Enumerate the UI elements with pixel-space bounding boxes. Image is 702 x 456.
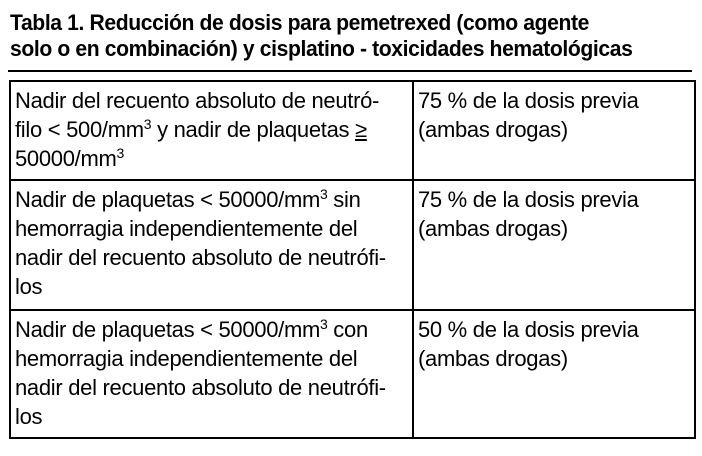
dose-line: (ambas drogas) — [418, 346, 568, 371]
condition-line: nadir del recuento absoluto de neutrófi- — [15, 375, 386, 400]
superscript: 3 — [143, 116, 152, 132]
dose-line: 50 % de la dosis previa — [418, 317, 639, 342]
condition-text: con — [327, 317, 368, 342]
table-title-line-1: Tabla 1. Reducción de dosis para pemetrexed (como agente — [10, 10, 590, 35]
condition-line — [15, 144, 408, 173]
greater-equal-sign: ≥ — [355, 117, 367, 142]
condition-line — [15, 115, 408, 144]
condition-line: hemorragia independientemente del — [15, 346, 358, 371]
condition-line — [15, 315, 408, 344]
table-title — [10, 10, 667, 62]
condition-line — [15, 185, 408, 214]
superscript: 3 — [320, 186, 328, 202]
superscript: 3 — [116, 145, 125, 161]
condition-line: nadir del recuento absoluto de neutrófi- — [15, 245, 386, 270]
dose-cell — [413, 180, 695, 310]
table-title-line-2: solo o en combinación) y cisplatino - toxicidades hematológicas — [10, 36, 633, 61]
condition-text: Nadir de plaquetas < 50000/mm — [15, 187, 320, 212]
condition-cell — [10, 81, 413, 180]
table-row — [10, 180, 695, 310]
table-row — [10, 81, 695, 180]
condition-text: y nadir de plaquetas — [151, 117, 356, 142]
condition-line: Nadir del recuento absoluto de neutró- — [15, 88, 380, 113]
condition-text: Nadir de plaquetas < 50000/mm — [15, 317, 320, 342]
superscript: 3 — [320, 316, 328, 332]
condition-text: sin — [327, 187, 361, 212]
dose-reduction-table — [9, 80, 696, 439]
dose-line: 75 % de la dosis previa — [418, 88, 639, 113]
dose-cell — [413, 310, 695, 438]
dose-line: (ambas drogas) — [418, 216, 568, 241]
condition-line: los — [15, 404, 43, 429]
dose-line: (ambas drogas) — [418, 117, 568, 142]
condition-cell — [10, 310, 413, 438]
condition-text: filo < 500/mm — [15, 117, 144, 142]
title-rule — [8, 70, 692, 72]
dose-cell — [413, 81, 695, 180]
dose-line: 75 % de la dosis previa — [418, 187, 639, 212]
condition-text: 50000/mm — [15, 146, 117, 171]
condition-line: los — [15, 274, 43, 299]
table-row — [10, 310, 695, 438]
condition-line: hemorragia independientemente del — [15, 216, 358, 241]
condition-cell — [10, 180, 413, 310]
